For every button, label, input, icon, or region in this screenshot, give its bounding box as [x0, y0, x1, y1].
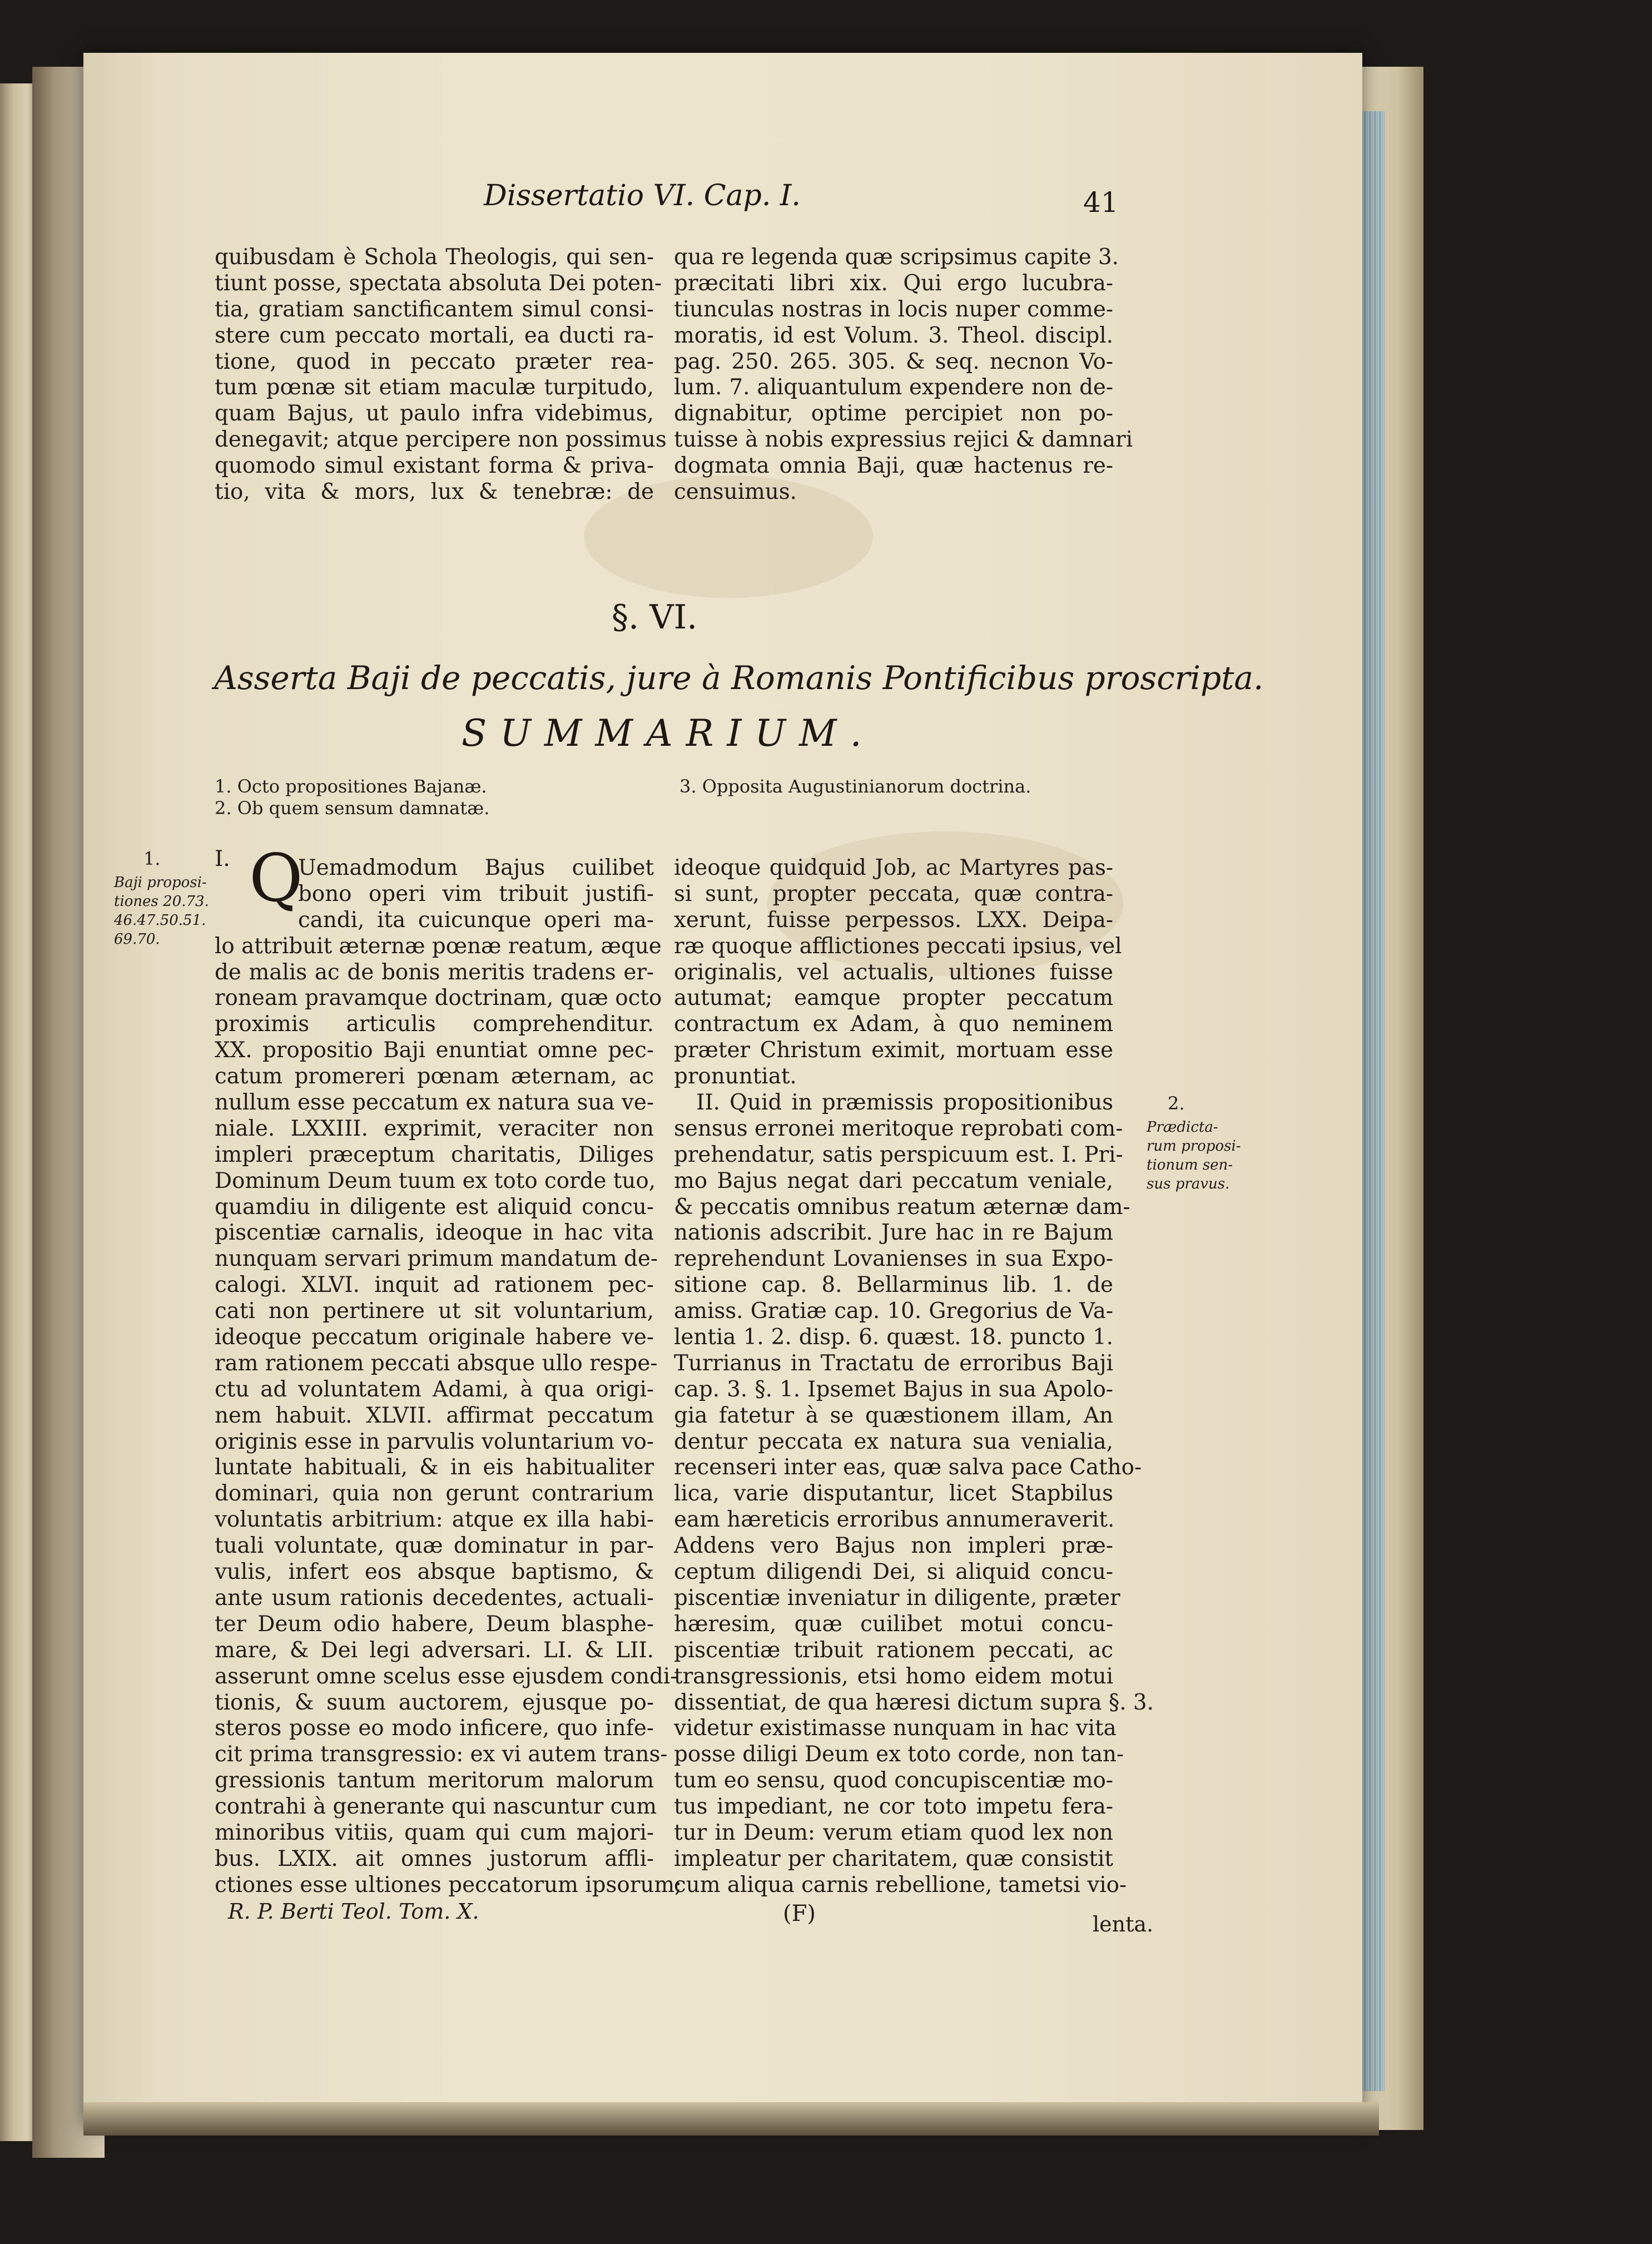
text-line: dominari, quia non gerunt contrarium [215, 1481, 654, 1507]
text-line: niale. LXXIII. exprimit, veraciter non [215, 1116, 654, 1141]
text-line: ræ quoque afflictiones peccati ipsius, vel [674, 933, 1122, 959]
text-line: Turrianus in Tractatu de erroribus Baji [674, 1350, 1113, 1376]
margin-note-line: 69.70. [114, 931, 160, 948]
margin-note-line: Baji proposi- [114, 874, 207, 891]
text-line: de malis ac de bonis meritis tradens er- [215, 959, 654, 985]
margin-note-right [1147, 1118, 1252, 1193]
text-line: pag. 250. 265. 305. & seq. necnon Vo- [674, 349, 1113, 374]
text-line: prehendatur, satis perspicuum est. I. Pri- [674, 1142, 1123, 1167]
text-line: denegavit; atque percipere non possimus [215, 427, 667, 453]
text-line: & peccatis omnibus reatum æternæ dam- [674, 1194, 1130, 1220]
margin-note-line: tiones 20.73. [114, 893, 209, 910]
text-line: Uemadmodum Bajus cuilibet [298, 855, 654, 880]
facing-page-edge [0, 83, 34, 2141]
text-line: impleri præceptum charitatis, Diliges [215, 1142, 654, 1167]
text-line: videtur existimasse nunquam in hac vita [674, 1716, 1117, 1741]
text-line: bus. LXIX. ait omnes justorum affli- [215, 1846, 654, 1871]
summary-heading: SUMMARIUM. [462, 712, 875, 755]
text-line: recenseri inter eas, quæ salva pace Catho- [674, 1455, 1142, 1480]
text-line: tuali voluntate, quæ dominatur in par- [215, 1533, 654, 1559]
top-left-column [215, 245, 667, 506]
summary-item: 2. Ob quem sensum damnatæ. [215, 797, 490, 819]
margin-note-number: 1. [143, 848, 161, 869]
text-line: tionis, & suum auctorem, ejusque po- [215, 1690, 654, 1715]
text-line: contrahi à generante qui nascuntur cum [215, 1794, 657, 1820]
text-line: ter Deum odio habere, Deum blasphe- [215, 1611, 654, 1637]
section-number: §. VI. [612, 598, 698, 637]
text-line: ctiones esse ultiones peccatorum ipsorum; [215, 1872, 682, 1898]
text-line: sitione cap. 8. Bellarminus lib. 1. de [674, 1272, 1113, 1298]
text-line: bono operi vim tribuit justifi- [298, 881, 654, 906]
text-line: lum. 7. aliquantulum expendere non de- [674, 375, 1113, 400]
text-line: censuimus. [674, 479, 797, 505]
text-line: transgressionis, etsi homo eidem motui [674, 1663, 1113, 1689]
text-line: originalis, vel actualis, ultiones fuisse [674, 959, 1113, 985]
margin-note-number: 2. [1168, 1093, 1185, 1114]
margin-note-line: sus pravus. [1147, 1176, 1230, 1192]
text-line: cum aliqua carnis rebellione, tametsi vio- [674, 1872, 1127, 1898]
text-line: præter Christum eximit, mortuam esse [674, 1038, 1113, 1063]
text-line: tiunculas nostras in locis nuper comme- [674, 296, 1113, 322]
text-line: ram rationem peccati absque ullo respe- [215, 1350, 658, 1376]
text-line: dogmata omnia Baji, quæ hactenus re- [674, 453, 1113, 479]
text-line: ideoque peccatum originale habere ve- [215, 1325, 654, 1350]
page-bottom-shadow [83, 2102, 1379, 2136]
text-line: Dominum Deum tuum ex toto corde tuo, [215, 1168, 656, 1193]
text-line: dentur peccata ex natura sua venialia, [674, 1429, 1113, 1454]
text-line: nationis adscribit. Jure hac in re Bajum [674, 1220, 1113, 1246]
margin-note-line: 46.47.50.51. [114, 912, 206, 929]
text-line: calogi. XLVI. inquit ad rationem pec- [215, 1272, 654, 1298]
text-line: pronuntiat. [674, 1064, 797, 1089]
text-line: voluntatis arbitrium: atque ex illa habi- [215, 1507, 654, 1533]
text-line: catum promereri pœnam æternam, ac [215, 1064, 654, 1089]
text-line: impleatur per charitatem, quæ consistit [674, 1846, 1113, 1871]
text-line: eam hæreticis erroribus annumeraverit. [674, 1507, 1115, 1533]
section-title: Asserta Baji de peccatis, jure à Romanis Pontificibus proscripta. [214, 659, 1264, 697]
text-line: lo attribuit æternæ pœnæ reatum, æque [215, 933, 662, 959]
text-line: præcitati libri xix. Qui ergo lucubra- [674, 270, 1113, 296]
text-line: minoribus vitiis, quam qui cum majori- [215, 1820, 654, 1845]
text-line: reprehendunt Lovanienses in sua Expo- [674, 1246, 1113, 1272]
text-line: tio, vita & mors, lux & tenebræ: de [215, 479, 654, 505]
text-line: ideoque quidquid Job, ac Martyres pas- [674, 855, 1113, 880]
top-right-column [674, 245, 1133, 506]
main-right-column [674, 855, 1154, 1899]
text-line: ceptum diligendi Dei, si aliquid concu- [674, 1559, 1113, 1585]
signature-line: R. P. Berti Teol. Tom. X. [228, 1899, 479, 1924]
margin-note-line: rum proposi- [1147, 1138, 1241, 1155]
text-line: tum pœnæ sit etiam maculæ turpitudo, [215, 375, 654, 400]
text-line: nullum esse peccatum ex natura sua ve- [215, 1090, 654, 1116]
text-line: piscentiæ inveniatur in diligente, præter [674, 1585, 1120, 1611]
text-line: mare, & Dei legi adversari. LI. & LII. [215, 1637, 654, 1663]
text-line: gressionis tantum meritorum malorum [215, 1768, 654, 1794]
margin-note-line: Prædicta- [1147, 1119, 1218, 1136]
text-line: candi, ita cuicunque operi ma- [298, 907, 654, 933]
text-line: II. Quid in præmissis propositionibus [696, 1090, 1113, 1116]
main-left-column [215, 855, 682, 1899]
text-line: moratis, id est Volum. 3. Theol. discipl. [674, 323, 1113, 348]
text-line: tione, quod in peccato præter rea- [215, 349, 654, 374]
text-line: autumat; eamque propter peccatum [674, 985, 1113, 1011]
text-line: lica, varie disputantur, licet Stapbilus [674, 1481, 1113, 1507]
text-line: stere cum peccato mortali, ea ducti ra- [215, 323, 654, 348]
text-line: nem habuit. XLVII. affirmat peccatum [215, 1403, 654, 1428]
catchword: lenta. [1093, 1912, 1154, 1936]
drop-cap: Q [249, 840, 303, 917]
text-line: cati non pertinere ut sit voluntarium, [215, 1299, 654, 1324]
text-line: cit prima transgressio: ex vi autem trans- [215, 1742, 668, 1767]
text-line: piscentiæ carnalis, ideoque in hac vita [215, 1220, 654, 1246]
text-line: Addens vero Bajus non impleri præ- [674, 1533, 1113, 1559]
text-line: nunquam servari primum mandatum de- [215, 1246, 658, 1272]
signature-mark: (F) [783, 1901, 816, 1926]
text-line: dissentiat, de qua hæresi dictum supra §. 3. [674, 1690, 1154, 1715]
text-line: quamdiu in diligente est aliquid concu- [215, 1194, 654, 1220]
text-line: gia fatetur à se quæstionem illam, An [674, 1403, 1113, 1428]
text-line: tuisse à nobis expressius rejici & damnari [674, 427, 1133, 453]
text-line: posse diligi Deum ex toto corde, non tan- [674, 1742, 1124, 1767]
running-head: Dissertatio VI. Cap. I. [484, 179, 801, 212]
text-line: qua re legenda quæ scripsimus capite 3. [674, 245, 1119, 270]
text-line: lentia 1. 2. disp. 6. quæst. 18. puncto 1. [674, 1325, 1113, 1350]
text-line: mo Bajus negat dari peccatum veniale, [674, 1168, 1113, 1193]
text-line: tia, gratiam sanctificantem simul consi- [215, 296, 654, 322]
summary-item: 3. Opposita Augustinianorum doctrina. [679, 776, 1031, 797]
paragraph-number: I. [215, 846, 230, 871]
text-line: quibusdam è Schola Theologis, qui sen- [215, 245, 654, 270]
page-number: 41 [1083, 186, 1119, 219]
margin-note-left [114, 873, 214, 949]
text-line: hæresim, quæ cuilibet motui concu- [674, 1611, 1113, 1637]
text-line: roneam pravamque doctrinam, quæ octo [215, 985, 662, 1011]
text-line: tur in Deum: verum etiam quod lex non [674, 1820, 1113, 1845]
text-line: proximis articulis comprehenditur. [215, 1012, 654, 1037]
text-line: XX. propositio Baji enuntiat omne pec- [215, 1038, 654, 1063]
text-line: piscentiæ tribuit rationem peccati, ac [674, 1637, 1113, 1663]
text-line: quam Bajus, ut paulo infra videbimus, [215, 401, 654, 427]
text-line: si sunt, propter peccata, quæ contra- [674, 881, 1113, 906]
text-line: ante usum rationis decedentes, actuali- [215, 1585, 654, 1611]
text-line: luntate habituali, & in eis habitualiter [215, 1455, 654, 1480]
text-line: vulis, infert eos absque baptismo, & [215, 1559, 654, 1585]
text-line: contractum ex Adam, à quo neminem [674, 1012, 1113, 1037]
text-line: tum eo sensu, quod concupiscentiæ mo- [674, 1768, 1113, 1794]
text-line: tus impediant, ne cor toto impetu fera- [674, 1794, 1113, 1820]
text-line: quomodo simul existant forma & priva- [215, 453, 654, 479]
text-line: dignabitur, optime percipiet non po- [674, 401, 1113, 427]
text-line: sensus erronei meritoque reprobati com- [674, 1116, 1123, 1141]
margin-note-line: tionum sen- [1147, 1157, 1233, 1173]
text-line: cap. 3. §. 1. Ipsemet Bajus in sua Apolo- [674, 1376, 1113, 1402]
text-line: xerunt, fuisse perpessos. LXX. Deipa- [674, 907, 1113, 933]
text-line: steros posse eo modo inficere, quo infe- [215, 1716, 654, 1741]
text-line: ctu ad voluntatem Adami, à qua origi- [215, 1376, 654, 1402]
text-line: originis esse in parvulis voluntarium vo- [215, 1429, 654, 1454]
summary-item: 1. Octo propositiones Bajanæ. [215, 776, 487, 797]
text-line: asserunt omne scelus esse ejusdem condi- [215, 1663, 678, 1689]
text-line: amiss. Gratiæ cap. 10. Gregorius de Va- [674, 1299, 1113, 1324]
text-line: tiunt posse, spectata absoluta Dei poten- [215, 270, 662, 296]
